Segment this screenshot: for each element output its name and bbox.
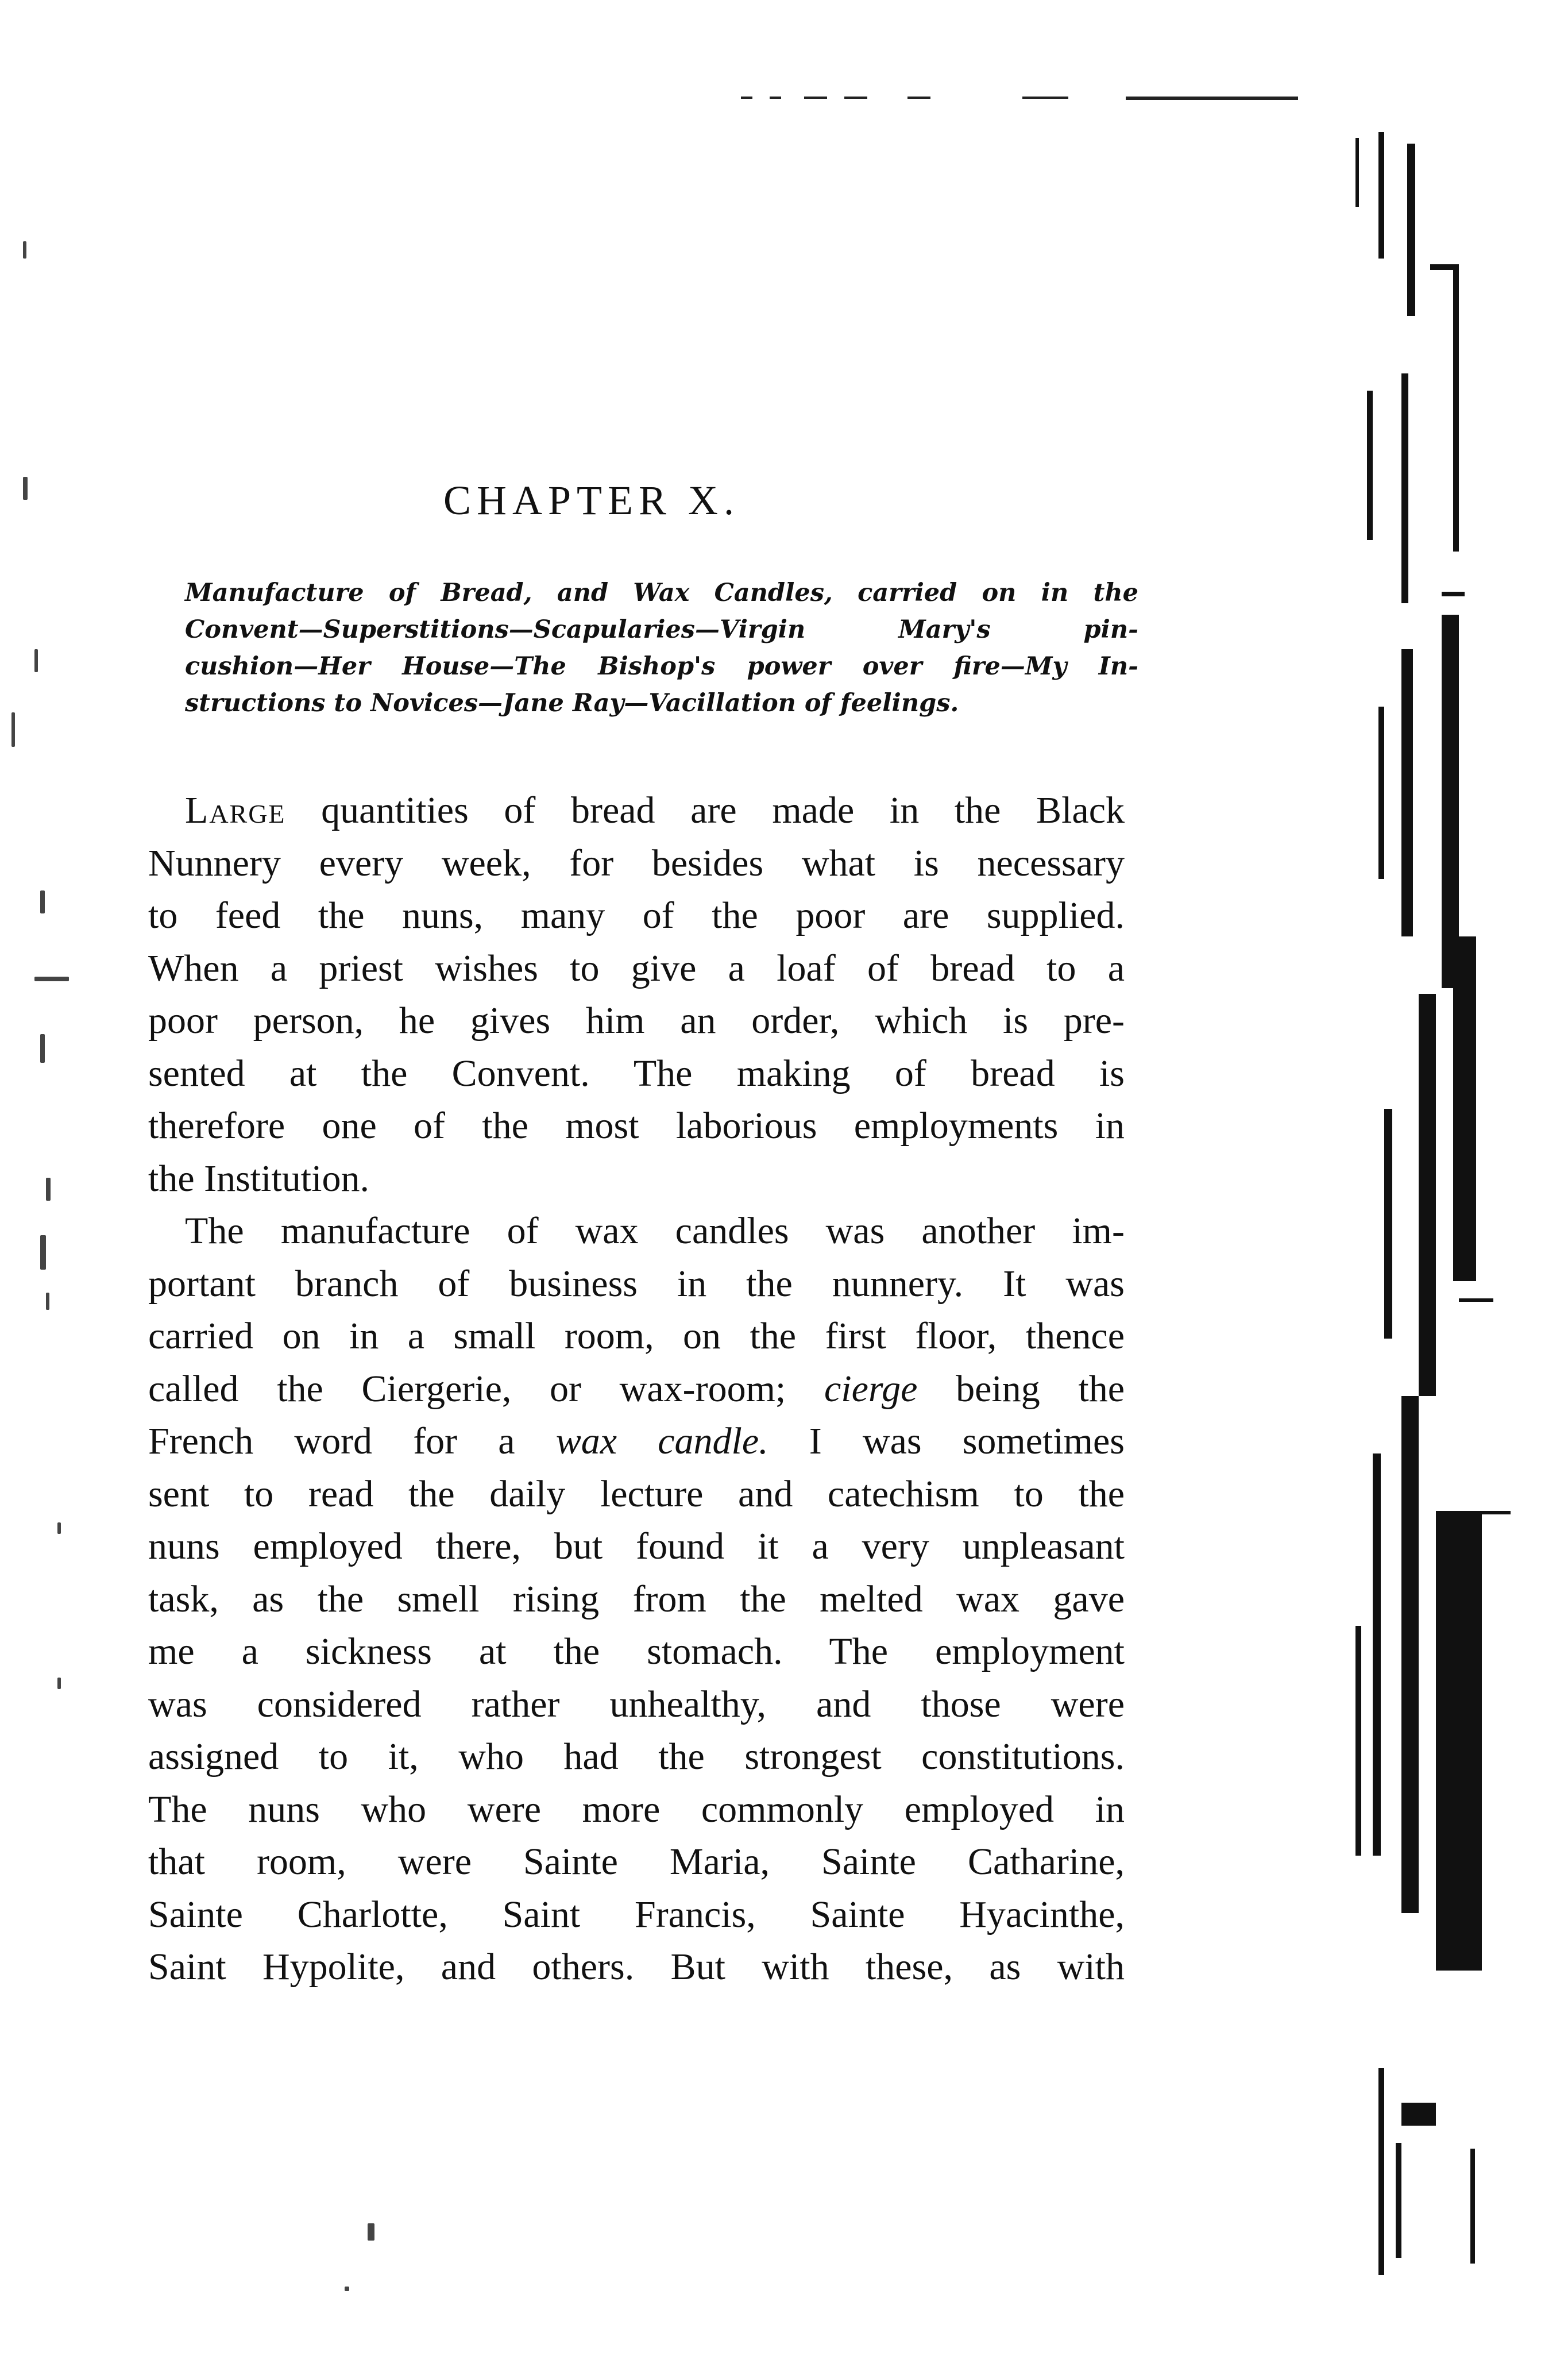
paragraph-line xyxy=(148,784,1125,837)
chapter-title: CHAPTER X. xyxy=(443,477,740,523)
summary-line: Manufacture of Bread, and Wax Candles, carried on in the xyxy=(185,579,1138,607)
paragraph-line: The nuns who were more commonly employed in xyxy=(148,1788,1125,1830)
paragraph-line: me a sickness at the stomach. The employment xyxy=(148,1630,1125,1672)
paragraph-line: The manufacture of wax candles was another im- xyxy=(185,1210,1125,1252)
paragraph-line: therefore one of the most laborious employments in xyxy=(148,1105,1125,1147)
paragraph-line-text: being the xyxy=(917,1367,1125,1410)
paragraph-line: that room, were Sainte Maria, Sainte Catharine, xyxy=(148,1841,1125,1883)
paragraph-line: sent to read the daily lecture and catechism to the xyxy=(148,1472,1125,1515)
summary-line: structions to Novices—Jane Ray—Vacillation of feelings. xyxy=(185,689,959,718)
paragraph-line: the Institution. xyxy=(148,1157,369,1200)
paragraph-line: nuns employed there, but found it a very unpleasant xyxy=(148,1525,1125,1567)
paragraph-line: portant branch of business in the nunnery. It was xyxy=(148,1262,1125,1305)
summary-line: cushion—Her House—The Bishop's power over fire—My In- xyxy=(185,652,1138,681)
paragraph-line: was considered rather unhealthy, and those were xyxy=(148,1683,1125,1725)
paragraph-line xyxy=(148,1363,1125,1416)
italic-word: cierge xyxy=(824,1367,918,1410)
paragraph-line: Sainte Charlotte, Saint Francis, Sainte Hyacinthe, xyxy=(148,1893,1125,1936)
paragraph-line: carried on in a small room, on the first floor, thence xyxy=(148,1315,1125,1357)
paragraph-line-text: I was sometimes xyxy=(768,1420,1125,1462)
paragraph-line: poor person, he gives him an order, which is pre- xyxy=(148,1000,1125,1042)
paragraph-line: Nunnery every week, for besides what is necessary xyxy=(148,842,1125,884)
paragraph-line: task, as the smell rising from the melted wax gave xyxy=(148,1578,1125,1620)
paragraph-line: assigned to it, who had the strongest constitutions. xyxy=(148,1736,1125,1778)
paragraph-line: Saint Hypolite, and others. But with these, as with xyxy=(148,1946,1125,1988)
body-text xyxy=(148,784,1125,1994)
summary-line: Convent—Superstitions—Scapularies—Virgin Mary's pin- xyxy=(185,615,1138,644)
paragraph-line: to feed the nuns, many of the poor are supplied. xyxy=(148,895,1125,936)
paragraph-line-text: quantities of bread are made in the Black xyxy=(285,789,1125,831)
chapter-summary xyxy=(185,575,1138,722)
paragraph-line: When a priest wishes to give a loaf of bread to a xyxy=(148,947,1125,989)
paragraph-line xyxy=(148,1415,1125,1468)
lead-word: Large xyxy=(185,789,286,831)
paragraph-line: sented at the Convent. The making of bread is xyxy=(148,1052,1125,1094)
paragraph-line-text: French word for a xyxy=(148,1420,515,1462)
italic-word: wax candle. xyxy=(555,1420,768,1462)
scan-edge-artifact xyxy=(1344,132,1516,2143)
paragraph-line-text: called the Ciergerie, or wax-room; xyxy=(148,1367,786,1410)
